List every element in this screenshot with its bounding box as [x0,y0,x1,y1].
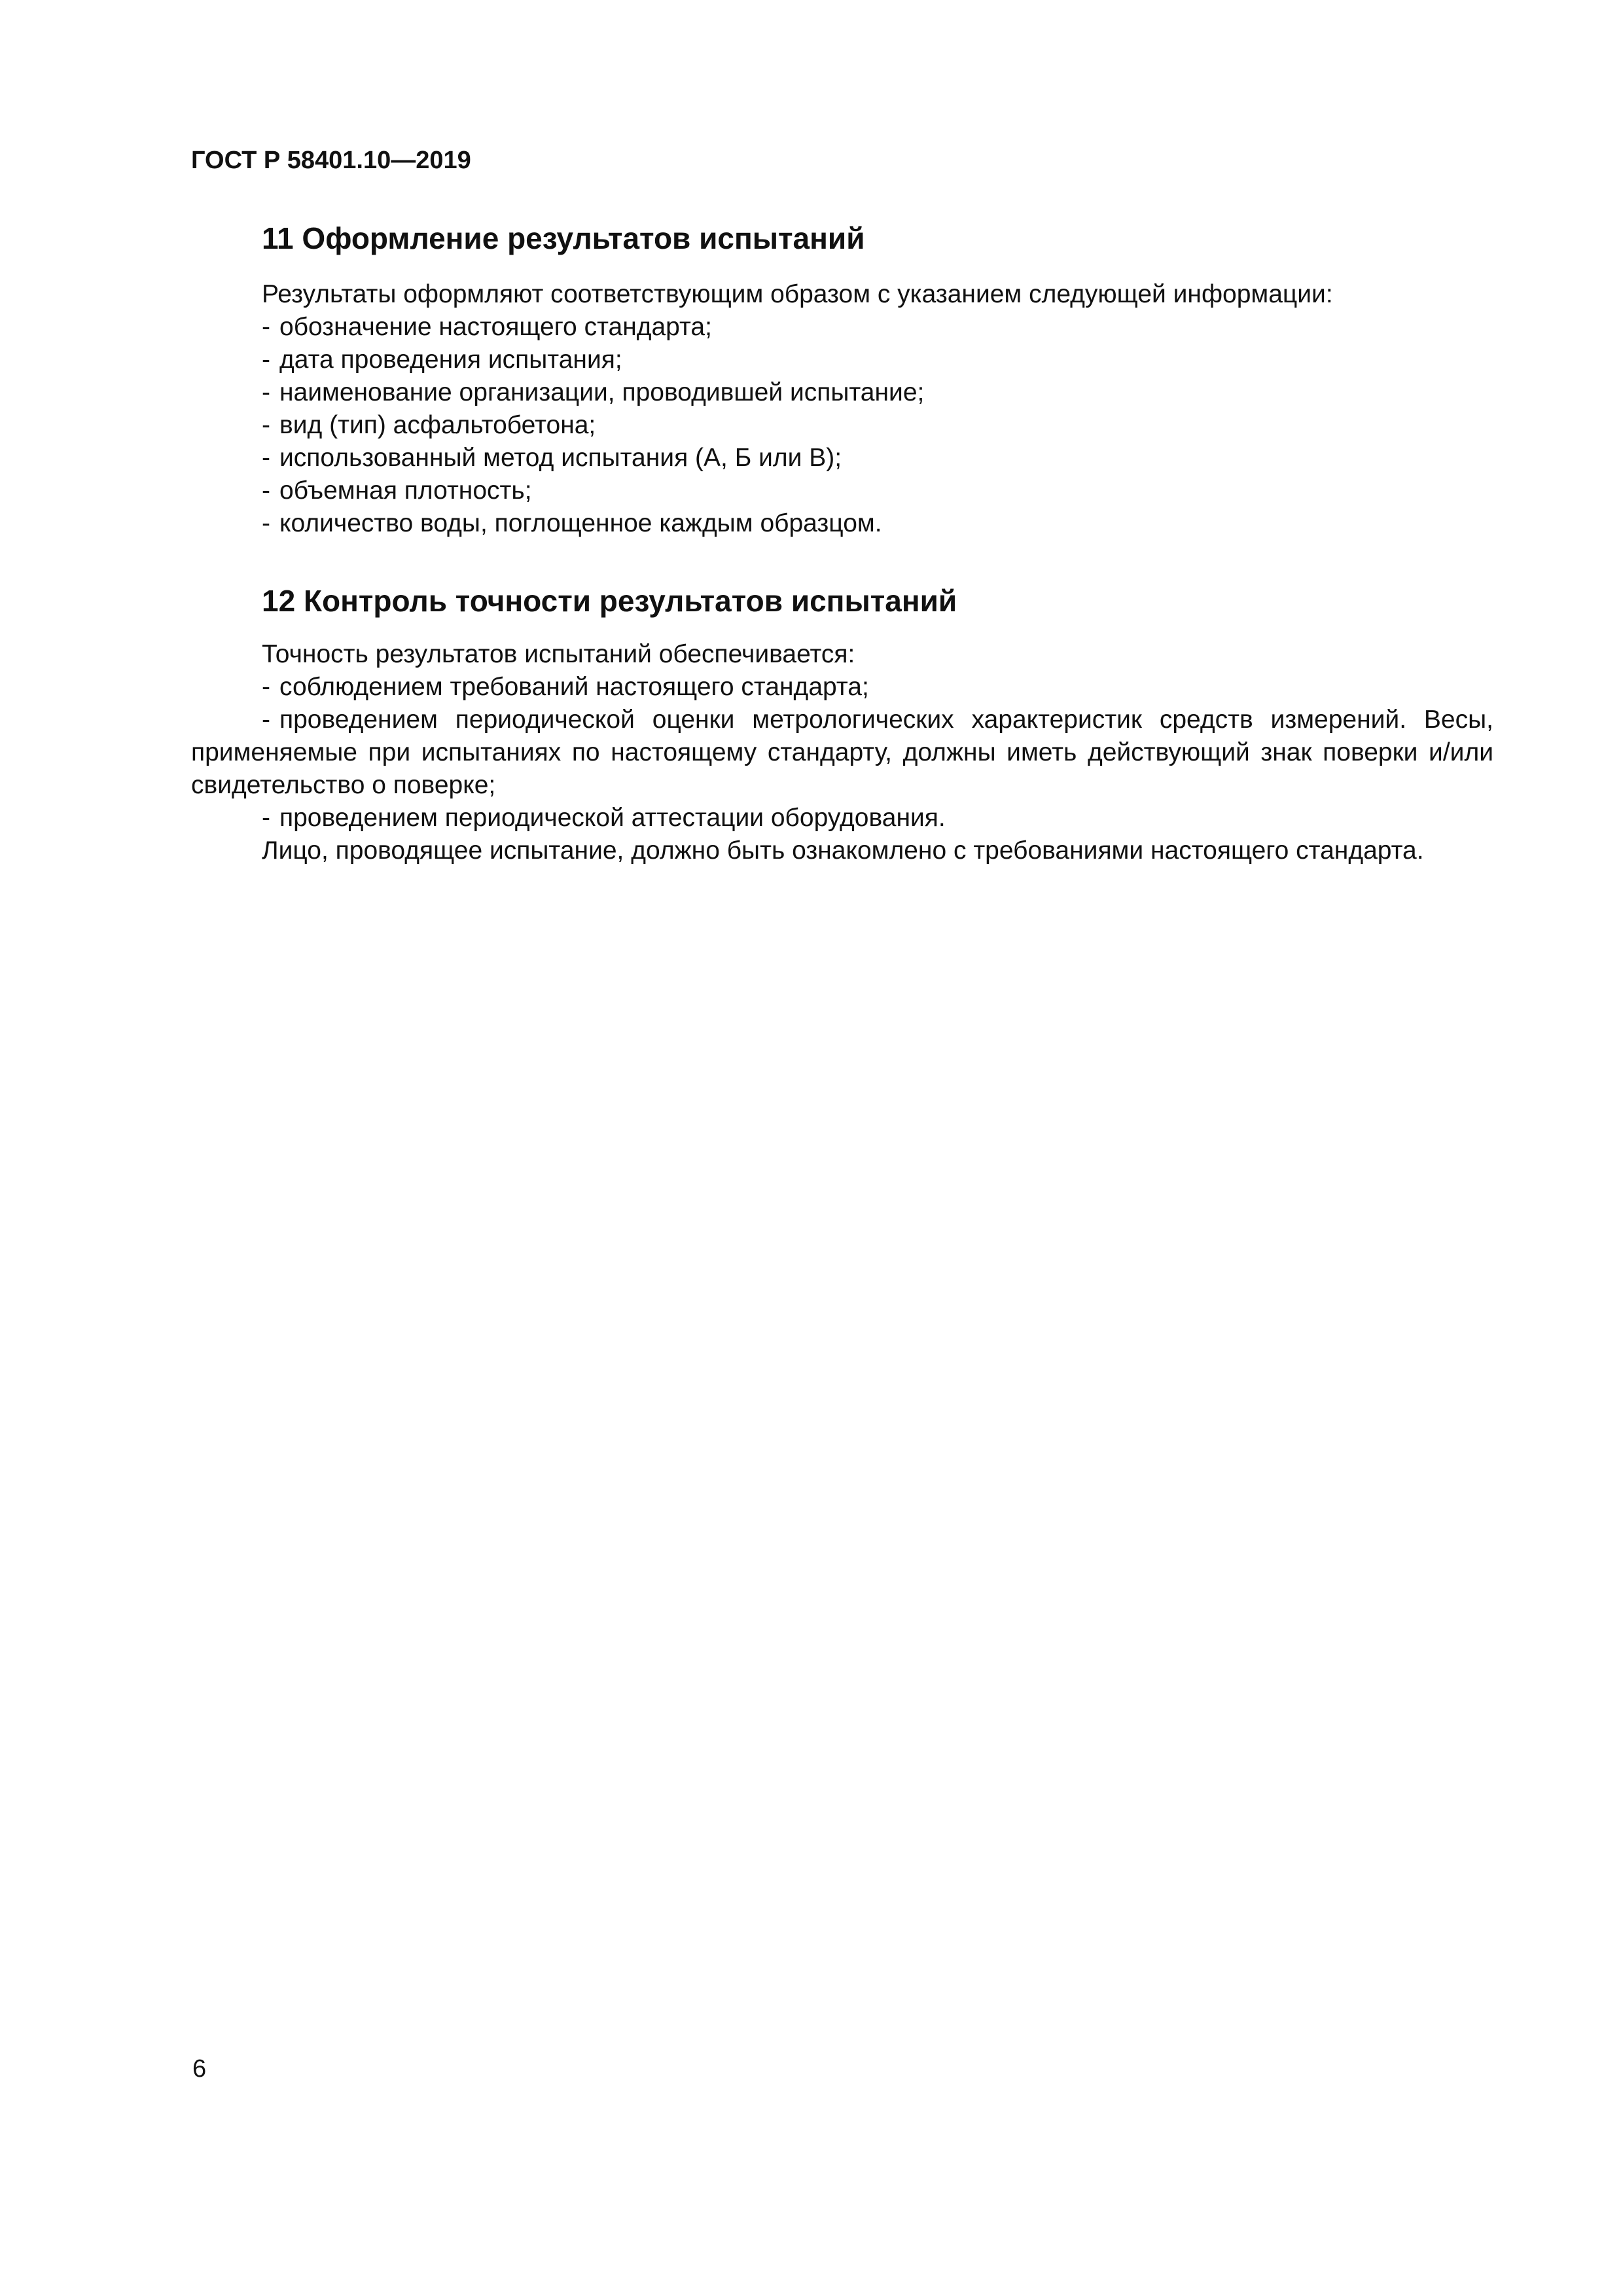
list-item-text: вид (тип) асфальтобетона; [279,410,596,439]
list-item [191,475,1493,507]
section-11 [191,221,1493,540]
list-dash: - [262,509,270,537]
list-dash: - [262,345,270,374]
list-item-text: дата проведения испытания; [279,345,622,374]
list-dash: - [262,705,270,734]
list-item [191,671,1493,704]
list-item [191,409,1493,442]
section-12-intro: Точность результатов испытаний обеспечивается: [262,639,855,668]
list-item [191,442,1493,475]
list-item-text: количество воды, поглощенное каждым образцом. [279,509,882,537]
list-dash: - [262,378,270,406]
section-11-intro: Результаты оформляют соответствующим образом с указанием следующей информации: [262,279,1333,308]
section-12 [191,584,1493,867]
document-code-header: ГОСТ Р 58401.10—2019 [191,147,471,174]
section-12-heading: 12 Контроль точности результатов испытаний [262,584,957,618]
list-dash: - [262,410,270,439]
list-item-text: использованный метод испытания (А, Б или В); [279,443,842,472]
list-item-text: проведением периодической оценки метрологических характеристик средств измерений. Весы, применяемые при испытаниях по настоящему стандарту, должны иметь действующий знак поверки и/или свидетельство о поверке; [191,705,1493,799]
list-item [191,344,1493,376]
section-12-body [191,638,1493,867]
list-dash: - [262,476,270,505]
page-number: 6 [192,2055,207,2083]
list-item [191,311,1493,344]
list-dash: - [262,803,270,832]
section-11-body [191,278,1493,540]
section-12-closing: Лицо, проводящее испытание, должно быть ознакомлено с требованиями настоящего стандарта. [262,836,1424,865]
list-item [191,507,1493,540]
list-item-text: объемная плотность; [279,476,532,505]
list-item-text: соблюдением требований настоящего стандарта; [279,672,869,701]
list-item [191,376,1493,409]
list-dash: - [262,443,270,472]
list-item-text: проведением периодической аттестации оборудования. [279,803,946,832]
list-dash: - [262,312,270,341]
list-item [191,802,1493,834]
list-item-text: обозначение настоящего стандарта; [279,312,712,341]
section-11-heading: 11 Оформление результатов испытаний [262,221,865,255]
list-item [191,704,1493,802]
list-dash: - [262,672,270,701]
list-item-text: наименование организации, проводившей испытание; [279,378,925,406]
